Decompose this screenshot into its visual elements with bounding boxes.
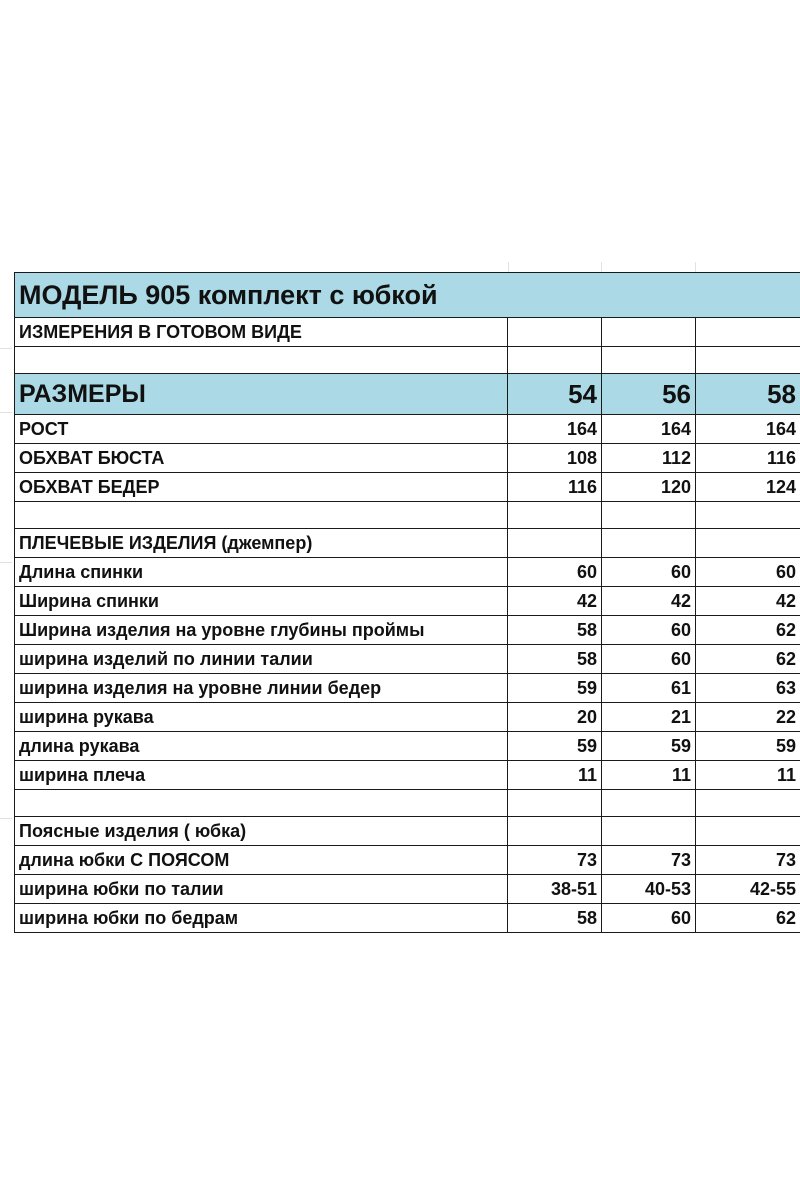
value-size-58[interactable]: 62 [696, 616, 800, 645]
value-size-56[interactable]: 164 [602, 415, 696, 444]
empty-cell[interactable] [602, 790, 696, 817]
value-size-54[interactable]: 11 [508, 761, 602, 790]
measurement-label[interactable]: длина рукава [15, 732, 508, 761]
value-size-58[interactable]: 60 [696, 558, 800, 587]
grid-line [508, 262, 509, 272]
value-size-58[interactable]: 73 [696, 846, 800, 875]
sizes-header-row [15, 374, 800, 415]
empty-cell[interactable] [602, 529, 696, 558]
grid-line [0, 412, 12, 413]
empty-cell[interactable] [696, 790, 800, 817]
value-size-56[interactable]: 120 [602, 473, 696, 502]
value-size-54[interactable]: 58 [508, 904, 602, 933]
empty-cell[interactable] [508, 817, 602, 846]
value-size-58[interactable]: 164 [696, 415, 800, 444]
empty-cell[interactable] [15, 790, 508, 817]
section-title[interactable]: ПЛЕЧЕВЫЕ ИЗДЕЛИЯ (джемпер) [15, 529, 508, 558]
value-size-56[interactable]: 73 [602, 846, 696, 875]
measurement-row [15, 473, 800, 502]
value-size-58[interactable]: 63 [696, 674, 800, 703]
empty-cell[interactable] [696, 529, 800, 558]
empty-cell[interactable] [696, 502, 800, 529]
value-size-58[interactable]: 42 [696, 587, 800, 616]
empty-cell[interactable] [508, 347, 602, 374]
empty-cell[interactable] [696, 817, 800, 846]
value-size-54[interactable]: 116 [508, 473, 602, 502]
section-header-row [15, 529, 800, 558]
value-size-56[interactable]: 60 [602, 645, 696, 674]
measurement-row [15, 761, 800, 790]
value-size-58[interactable]: 116 [696, 444, 800, 473]
empty-row [15, 347, 800, 374]
empty-row [15, 790, 800, 817]
value-size-54[interactable]: 59 [508, 674, 602, 703]
measurement-label[interactable]: длина юбки С ПОЯСОМ [15, 846, 508, 875]
empty-cell[interactable] [602, 318, 696, 347]
empty-row [15, 502, 800, 529]
value-size-54[interactable]: 58 [508, 616, 602, 645]
empty-cell[interactable] [508, 529, 602, 558]
value-size-56[interactable]: 60 [602, 558, 696, 587]
value-size-54[interactable]: 58 [508, 645, 602, 674]
value-size-56[interactable]: 40-53 [602, 875, 696, 904]
value-size-58[interactable]: 22 [696, 703, 800, 732]
value-size-54[interactable]: 164 [508, 415, 602, 444]
value-size-58[interactable]: 62 [696, 645, 800, 674]
measurement-row [15, 732, 800, 761]
measurement-row [15, 415, 800, 444]
measurement-row [15, 846, 800, 875]
measurement-label[interactable]: ширина плеча [15, 761, 508, 790]
empty-cell[interactable] [602, 502, 696, 529]
size-58[interactable]: 58 [696, 374, 800, 415]
subtitle-row [15, 318, 800, 347]
value-size-58[interactable]: 124 [696, 473, 800, 502]
value-size-58[interactable]: 42-55 [696, 875, 800, 904]
measurement-label[interactable]: Ширина спинки [15, 587, 508, 616]
measurement-label[interactable]: ОБХВАТ БЕДЕР [15, 473, 508, 502]
value-size-56[interactable]: 21 [602, 703, 696, 732]
measurement-row [15, 875, 800, 904]
empty-cell[interactable] [508, 790, 602, 817]
measurement-label[interactable]: ширина изделий по линии талии [15, 645, 508, 674]
measurement-row [15, 904, 800, 933]
value-size-54[interactable]: 73 [508, 846, 602, 875]
section-header-row [15, 817, 800, 846]
measurement-label[interactable]: ширина юбки по талии [15, 875, 508, 904]
empty-cell[interactable] [696, 347, 800, 374]
model-title[interactable]: МОДЕЛЬ 905 комплект с юбкой [15, 273, 800, 318]
value-size-56[interactable]: 59 [602, 732, 696, 761]
measurement-row [15, 703, 800, 732]
grid-line [0, 818, 12, 819]
measurement-row [15, 587, 800, 616]
measurement-label[interactable]: РОСТ [15, 415, 508, 444]
value-size-56[interactable]: 60 [602, 616, 696, 645]
title-row [15, 273, 800, 318]
value-size-54[interactable]: 108 [508, 444, 602, 473]
value-size-56[interactable]: 112 [602, 444, 696, 473]
sizes-header-label[interactable]: РАЗМЕРЫ [15, 374, 508, 415]
measurement-row [15, 674, 800, 703]
measurement-label[interactable]: Длина спинки [15, 558, 508, 587]
empty-cell[interactable] [602, 347, 696, 374]
empty-cell[interactable] [508, 318, 602, 347]
value-size-54[interactable]: 60 [508, 558, 602, 587]
value-size-54[interactable]: 38-51 [508, 875, 602, 904]
measurement-label[interactable]: Ширина изделия на уровне глубины проймы [15, 616, 508, 645]
spreadsheet-area [0, 262, 800, 940]
empty-cell[interactable] [602, 817, 696, 846]
value-size-56[interactable]: 42 [602, 587, 696, 616]
measurement-row [15, 558, 800, 587]
grid-line [695, 262, 696, 272]
measurement-label[interactable]: ширина рукава [15, 703, 508, 732]
measurement-label[interactable]: ширина изделия на уровне линии бедер [15, 674, 508, 703]
grid-line [0, 348, 12, 349]
value-size-58[interactable]: 11 [696, 761, 800, 790]
empty-cell[interactable] [15, 502, 508, 529]
value-size-54[interactable]: 59 [508, 732, 602, 761]
size-chart-table [14, 272, 800, 933]
value-size-58[interactable]: 62 [696, 904, 800, 933]
measurement-label[interactable]: ОБХВАТ БЮСТА [15, 444, 508, 473]
empty-cell[interactable] [696, 318, 800, 347]
value-size-56[interactable]: 11 [602, 761, 696, 790]
measurement-row [15, 645, 800, 674]
value-size-56[interactable]: 60 [602, 904, 696, 933]
size-56[interactable]: 56 [602, 374, 696, 415]
grid-line [0, 562, 12, 563]
size-54[interactable]: 54 [508, 374, 602, 415]
value-size-56[interactable]: 61 [602, 674, 696, 703]
measurement-row [15, 616, 800, 645]
value-size-54[interactable]: 42 [508, 587, 602, 616]
section-title[interactable]: Поясные изделия ( юбка) [15, 817, 508, 846]
measurements-subtitle[interactable]: ИЗМЕРЕНИЯ В ГОТОВОМ ВИДЕ [15, 318, 508, 347]
empty-cell[interactable] [15, 347, 508, 374]
measurement-row [15, 444, 800, 473]
value-size-54[interactable]: 20 [508, 703, 602, 732]
empty-cell[interactable] [508, 502, 602, 529]
value-size-58[interactable]: 59 [696, 732, 800, 761]
grid-line [601, 262, 602, 272]
measurement-label[interactable]: ширина юбки по бедрам [15, 904, 508, 933]
